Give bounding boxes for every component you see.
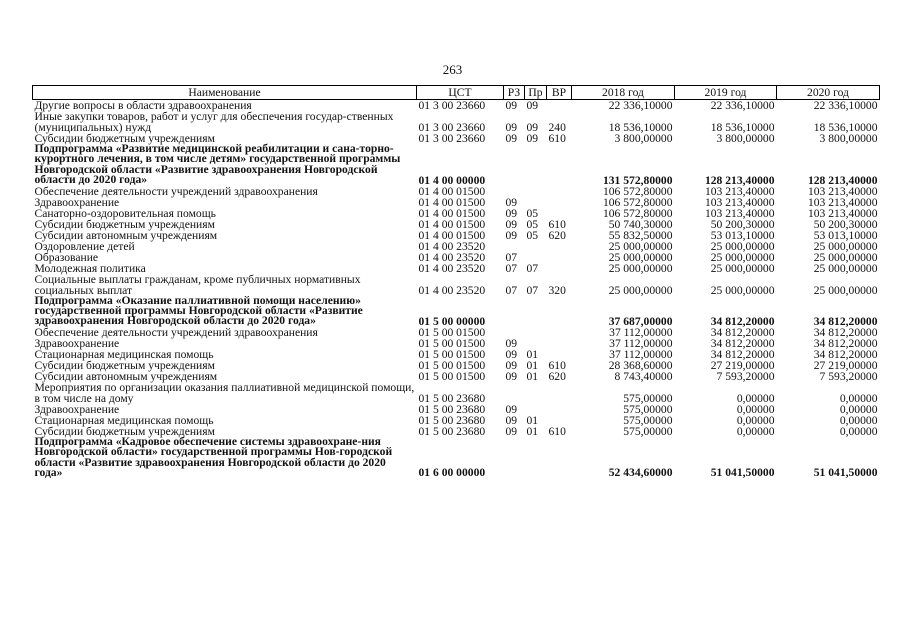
cell-2019: 103 213,40000 [704, 184, 775, 198]
cell-vr [547, 208, 572, 219]
cell-2019: 25 000,00000 [710, 283, 775, 297]
cell-cst: 01 5 00 01500 [418, 369, 486, 383]
cell-2019: 3 800,00000 [716, 132, 775, 145]
cell-pr: 01 [526, 358, 539, 372]
cell-cst: 01 5 00 00000 [418, 314, 486, 328]
cell-cst: 01 4 00 01500 [418, 228, 486, 242]
table-row [33, 111, 880, 133]
cell-name: Здравоохранение [34, 195, 120, 209]
cell-2020: 34 812,20000 [813, 336, 878, 350]
cell-pr [525, 186, 547, 197]
cell-vr [547, 263, 572, 274]
header-2019: 2019 год [675, 86, 777, 100]
cell-cst: 01 4 00 23520 [418, 283, 486, 297]
cell-rz: 07 [505, 250, 518, 264]
cell-cst: 01 3 00 23660 [418, 121, 486, 134]
header-rz: РЗ [504, 86, 525, 100]
cell-vr: 620 [548, 369, 566, 383]
header-vr: ВР [547, 86, 572, 100]
cell-cst: 01 6 00 00000 [418, 466, 486, 480]
table-row [33, 274, 880, 296]
cell-2018: 575,00000 [623, 402, 673, 416]
cell-2019: 7 593,20000 [716, 369, 775, 383]
cell-vr [547, 296, 572, 327]
cell-cst: 01 5 00 23680 [418, 413, 486, 427]
cell-vr [547, 338, 572, 349]
cell-pr: 09 [526, 99, 539, 112]
cell-rz: 09 [505, 217, 518, 231]
cell-rz: 09 [505, 347, 518, 361]
cell-2020: 3 800,00000 [819, 132, 878, 145]
cell-2018: 18 536,10000 [608, 121, 673, 134]
cell-name: Субсидии автономным учреждениям [34, 228, 218, 242]
cell-pr [525, 327, 547, 338]
cell-2019: 34 812,20000 [710, 347, 775, 361]
cell-vr: 610 [548, 358, 566, 372]
cell-2018: 106 572,80000 [602, 206, 673, 220]
cell-name: Субсидии бюджетным учреждениям [34, 217, 215, 231]
header-cst: ЦСТ [417, 86, 504, 100]
cell-2019: 50 200,30000 [710, 217, 775, 231]
cell-2018: 575,00000 [623, 424, 673, 438]
cell-cst: 01 5 00 23680 [418, 402, 486, 416]
cell-2020: 103 213,40000 [807, 184, 878, 198]
cell-2019: 18 536,10000 [710, 121, 775, 134]
cell-vr [547, 186, 572, 197]
cell-rz [504, 241, 525, 252]
table-row [33, 208, 880, 219]
cell-name: Другие вопросы в области здравоохранения [34, 99, 252, 112]
cell-pr: 01 [526, 424, 539, 438]
cell-rz: 07 [505, 283, 518, 297]
cell-2019: 27 219,00000 [710, 358, 775, 372]
table-header-row [33, 86, 880, 100]
cell-pr: 07 [526, 283, 539, 297]
cell-cst: 01 4 00 00000 [418, 173, 486, 187]
cell-cst: 01 3 00 23660 [418, 99, 486, 112]
cell-rz: 09 [505, 206, 518, 220]
cell-pr [525, 296, 547, 327]
cell-2020: 18 536,10000 [813, 121, 878, 134]
header-pr: Пр [525, 86, 547, 100]
cell-2020: 103 213,40000 [807, 195, 878, 209]
cell-name: Подпрограмма «Кадровое обеспечение системы здравоохране-ния Новгородской области» государственной программы Нов-городской области «Развитие здравоохранения Новгородской области до 2020 года» [34, 434, 393, 480]
cell-rz: 09 [505, 413, 518, 427]
cell-name: Субсидии бюджетным учреждениям [34, 424, 215, 438]
cell-vr [547, 252, 572, 263]
cell-2019: 0,00000 [736, 424, 775, 438]
cell-2020: 128 213,40000 [807, 173, 878, 187]
cell-2018: 8 743,40000 [614, 369, 673, 383]
cell-vr [547, 144, 572, 186]
cell-pr: 09 [526, 121, 539, 134]
cell-name: Субсидии бюджетным учреждениям [34, 132, 215, 145]
cell-pr: 01 [526, 413, 539, 427]
cell-2020: 51 041,50000 [813, 466, 878, 480]
cell-cst: 01 3 00 23660 [418, 132, 486, 145]
cell-rz: 09 [505, 336, 518, 350]
cell-vr: 620 [548, 228, 566, 242]
cell-name: Субсидии бюджетным учреждениям [34, 358, 215, 372]
cell-2018: 37 112,00000 [609, 347, 673, 361]
cell-2020: 0,00000 [839, 391, 878, 405]
cell-cst: 01 4 00 01500 [418, 184, 486, 198]
cell-vr [547, 197, 572, 208]
cell-rz: 09 [505, 195, 518, 209]
cell-rz: 09 [505, 369, 518, 383]
cell-pr [525, 382, 547, 404]
cell-2018: 131 572,80000 [602, 173, 673, 187]
cell-2019: 22 336,10000 [710, 99, 775, 112]
cell-vr [547, 382, 572, 404]
cell-2020: 25 000,00000 [813, 283, 878, 297]
cell-vr: 240 [548, 121, 566, 134]
cell-name: Санаторно-оздоровительная помощь [34, 206, 216, 220]
cell-name: Образование [34, 250, 99, 264]
cell-rz [504, 296, 525, 327]
cell-cst: 01 5 00 01500 [418, 325, 486, 339]
cell-2020: 50 200,30000 [813, 217, 878, 231]
header-name: Наименование [33, 86, 417, 100]
table-row [33, 263, 880, 274]
cell-2019: 0,00000 [736, 413, 775, 427]
cell-vr: 610 [548, 424, 566, 438]
cell-rz [504, 382, 525, 404]
cell-pr [525, 144, 547, 186]
header-2018: 2018 год [572, 86, 675, 100]
cell-cst: 01 4 00 01500 [418, 195, 486, 209]
cell-vr [547, 327, 572, 338]
cell-pr: 07 [526, 261, 539, 275]
cell-name: Стационарная медицинская помощь [34, 413, 214, 427]
cell-cst: 01 4 00 01500 [418, 217, 486, 231]
cell-name: Иные закупки товаров, работ и услуг для обеспечения государ-ственных (муниципальных) нужд [34, 110, 394, 134]
cell-2018: 106 572,80000 [602, 195, 673, 209]
cell-2018: 52 434,60000 [608, 466, 673, 480]
cell-pr: 01 [526, 369, 539, 383]
cell-2018: 25 000,00000 [608, 239, 673, 253]
cell-2020: 25 000,00000 [813, 261, 878, 275]
cell-2018: 37 112,00000 [609, 336, 673, 350]
cell-rz [504, 144, 525, 186]
cell-rz: 07 [505, 261, 518, 275]
cell-pr [525, 252, 547, 263]
page-number: 263 [442, 62, 463, 77]
cell-rz: 09 [505, 228, 518, 242]
subprogram-row [33, 437, 880, 479]
cell-2018: 50 740,30000 [608, 217, 673, 231]
cell-pr [525, 197, 547, 208]
cell-name: Субсидии автономным учреждениям [34, 369, 218, 383]
cell-name: Здравоохранение [34, 336, 120, 350]
cell-rz: 09 [505, 121, 518, 134]
cell-cst: 01 4 00 01500 [418, 206, 486, 220]
cell-cst: 01 5 00 23680 [418, 391, 486, 405]
cell-2018: 3 800,00000 [614, 132, 673, 145]
cell-vr: 610 [548, 132, 566, 145]
cell-vr [547, 437, 572, 479]
cell-vr [547, 404, 572, 415]
cell-2019: 25 000,00000 [710, 261, 775, 275]
cell-vr: 610 [548, 217, 566, 231]
cell-2018: 575,00000 [623, 413, 673, 427]
cell-2020: 22 336,10000 [813, 99, 878, 112]
cell-rz [504, 437, 525, 479]
cell-2020: 27 219,00000 [813, 358, 878, 372]
cell-2020: 25 000,00000 [813, 239, 878, 253]
cell-name: Обеспечение деятельности учреждений здравоохранения [34, 325, 318, 339]
cell-cst: 01 4 00 23520 [418, 250, 486, 264]
cell-2018: 28 368,60000 [608, 358, 673, 372]
cell-2020: 34 812,20000 [813, 314, 878, 328]
cell-2020: 7 593,20000 [819, 369, 878, 383]
subprogram-row [33, 144, 880, 186]
cell-name: Подпрограмма «Развитие медицинской реабилитации и сана-торно-курортного лечения, в том числе детям» государственной программы Новгородской области «Развитие здравоохранения Новгородской области до 2020 года» [34, 142, 401, 187]
header-2020: 2020 год [777, 86, 880, 100]
table-body [33, 100, 880, 479]
cell-name: Социальные выплаты гражданам, кроме публичных нормативных социальных выплат [34, 272, 361, 297]
cell-name: Здравоохранение [34, 402, 120, 416]
table-row [33, 252, 880, 263]
cell-2019: 103 213,40000 [704, 195, 775, 209]
cell-rz: 09 [505, 424, 518, 438]
cell-pr [525, 241, 547, 252]
cell-name: Молодежная политика [34, 261, 146, 275]
cell-2020: 0,00000 [839, 402, 878, 416]
cell-2019: 103 213,40000 [704, 206, 775, 220]
cell-2019: 25 000,00000 [710, 250, 775, 264]
cell-2019: 34 812,20000 [710, 336, 775, 350]
cell-2020: 0,00000 [839, 424, 878, 438]
cell-rz [504, 186, 525, 197]
cell-pr: 05 [526, 206, 539, 220]
cell-name: Мероприятия по организации оказания паллиативной медицинской помощи, в том числе на дому [34, 380, 415, 405]
cell-pr: 05 [526, 228, 539, 242]
table-row [33, 230, 880, 241]
cell-2019: 53 013,10000 [710, 228, 775, 242]
cell-pr: 09 [526, 132, 539, 145]
cell-2019: 0,00000 [736, 391, 775, 405]
cell-2018: 37 112,00000 [609, 325, 673, 339]
table-row [33, 241, 880, 252]
cell-2020: 0,00000 [839, 413, 878, 427]
cell-2019: 0,00000 [736, 402, 775, 416]
cell-2020: 34 812,20000 [813, 347, 878, 361]
cell-2019: 51 041,50000 [710, 466, 775, 480]
cell-pr: 01 [526, 347, 539, 361]
table-row [33, 382, 880, 404]
cell-2019: 25 000,00000 [710, 239, 775, 253]
cell-2020: 34 812,20000 [813, 325, 878, 339]
table-row [33, 219, 880, 230]
cell-cst: 01 5 00 23680 [418, 424, 486, 438]
cell-pr: 05 [526, 217, 539, 231]
cell-rz: 09 [505, 358, 518, 372]
cell-cst: 01 5 00 01500 [418, 336, 486, 350]
cell-name: Обеспечение деятельности учреждений здравоохранения [34, 184, 318, 198]
cell-2019: 34 812,20000 [710, 314, 775, 328]
budget-table [32, 85, 880, 478]
cell-2018: 25 000,00000 [608, 283, 673, 297]
cell-pr [525, 437, 547, 479]
cell-cst: 01 4 00 23520 [418, 239, 486, 253]
cell-2018: 106 572,80000 [602, 184, 673, 198]
cell-2020: 53 013,10000 [813, 228, 878, 242]
table-row [33, 186, 880, 197]
cell-2020: 103 213,40000 [807, 206, 878, 220]
subprogram-row [33, 296, 880, 327]
cell-cst: 01 4 00 23520 [418, 261, 486, 275]
cell-2019: 128 213,40000 [704, 173, 775, 187]
cell-2018: 55 832,50000 [608, 228, 673, 242]
cell-2018: 22 336,10000 [608, 99, 673, 112]
cell-2018: 25 000,00000 [608, 261, 673, 275]
cell-cst: 01 5 00 01500 [418, 358, 486, 372]
cell-vr: 320 [548, 283, 566, 297]
cell-2018: 25 000,00000 [608, 250, 673, 264]
cell-2018: 37 687,00000 [608, 314, 673, 328]
cell-vr [547, 100, 572, 112]
cell-2019: 34 812,20000 [710, 325, 775, 339]
cell-2020: 25 000,00000 [813, 250, 878, 264]
cell-vr [547, 241, 572, 252]
cell-rz: 09 [505, 402, 518, 416]
cell-name: Оздоровление детей [34, 239, 135, 253]
cell-cst: 01 5 00 01500 [418, 347, 486, 361]
cell-name: Подпрограмма «Оказание паллиативной помощи населению» государственной программы Новгородской области «Развитие здравоохранения Новгородской области до 2020 года» [34, 293, 363, 328]
cell-name: Стационарная медицинская помощь [34, 347, 214, 361]
cell-2018: 575,00000 [623, 391, 673, 405]
cell-rz: 09 [505, 132, 518, 145]
cell-rz: 09 [505, 99, 518, 112]
table-row [33, 197, 880, 208]
